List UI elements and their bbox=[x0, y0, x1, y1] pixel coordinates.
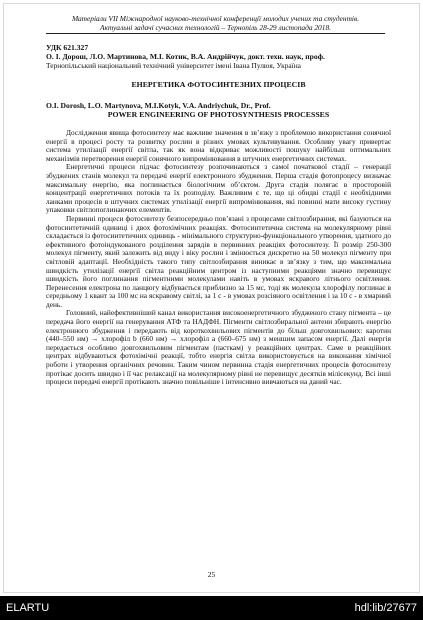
page-content bbox=[46, 14, 391, 387]
paragraph-3: Первинні процеси фотосинтезу безпосередньо пов’язані з процесами світлозбирання, які базуються на фотосинтетичній одиниці і двох фотохімічних реакціях. Фотосинтетична система на молекулярному рівні складається із фотосинтетичних одиниць - мінімального структурно-функціонального утворення, здатного до ефективного фотоіндукованого розділення зарядів в первинних реакціях фотосинтезу. Її розмір 250-300 молекул пігменту, який залежить від виду і віку рослин і змінюється дискретно на 50 молекул пігменту при світловій адаптації. Необхідність такого типу світлозбирання виникає в зв’язку з тим, що максимальна швидкість утилізації енергії світла реакційним центром із наступними реакціями значно перевищує швидкість його поглинання пігментними молекулами навіть в умовах яскравого літнього освітлення. Перенесення електрона по ланцюгу відбувається приблизно за 15 мс, тоді як молекула хлорофілу поглинає в середньому 1 квант за 100 мс на яскравому світлі, за 1 с - в умовах розсіяного освітлення і за 10 с - в хмарний день. bbox=[46, 213, 391, 309]
paragraph-4: Головний, найефективніший канал використання високоенергетичного збудженого стану пігмента – це передача його енергії на генерування АТФ та НАДФН. Пігменти світлозбиральної антени збирають енергію електронного збудження і передають від короткохвильових пігментів до більш довгохвильових: каротин (440–550 нм) → хлорофіл b (660 нм) → хлорофіл a (660–675 нм) з меншим запасом енергії. Далі енергія передається особливо довгохвильовим пігментам (пасткам) у реакційних центрах. Саме в реакційних центрах відбуваються фотохімічні реакції, тобто енергія світла використовується на виконання хімічної роботи і утворення органічних речовин. Таким чином первинна стадія енергетичних процесів фотосинтезу протікає досить швидко і її час релаксації на молекулярному рівні не перевищує десятків мілісекунд. Всі інші процеси передачі енергії протікають значно повільніше і інтенсивно вивчаються на даний час. bbox=[46, 308, 391, 387]
article-body bbox=[46, 129, 391, 387]
affiliation: Тернопільський національний технічний університет імені Івана Пулюя, Україна bbox=[46, 61, 301, 70]
handle-identifier[interactable]: hdl:lib/27677 bbox=[354, 602, 417, 614]
title-english: POWER ENGINEERING OF PHOTOSYNTHESIS PROCESSES bbox=[107, 110, 330, 119]
title-ukrainian: ЕНЕРГЕТИКА ФОТОСИНТЕЗНИХ ПРОЦЕСІВ bbox=[131, 80, 306, 89]
repository-name: ELARTU bbox=[6, 602, 50, 614]
conference-header bbox=[46, 14, 385, 34]
page-number: 25 bbox=[207, 570, 216, 579]
authors-ukrainian: О. І. Дорош, Л.О. Мартинова, М.І. Котик, В.А. Андрійчук, докт. техн. наук, проф. bbox=[46, 52, 325, 61]
authors-english: O.I. Dorosh, L.O. Martynova, M.I.Kotyk, V.A. Andriychuk, Dr., Prof. bbox=[46, 101, 271, 110]
paragraph-2: Енергетичні процеси підчас фотосинтезу розпочинаються з самої початкової стадії – генерації збуджених станів молекул та передачі енергії електронного збудження. Перша стадія фотопроцесу визначає максимальну енергію, яка поглинається біологічним об’єктом. Друга стадія полягає в просторовій концентрації енергетичних потоків та їх розподілу. Важливим є те, що ці обидві стадії є необхідними ланками процесів в штучних системах утилізації енергії випромінювання, які повинні мати високу густину упаковки світлопоглинаючих елементів. bbox=[46, 162, 391, 215]
repository-footer-bar bbox=[0, 596, 423, 620]
paragraph-1: Дослідження явища фотосинтезу має важливе значення в зв’язку з проблемою використання сонячної енергії в процесі росту та розвитку рослин в різних умовах культивування. Особливу увагу привертає система утилізації енергії світла, так як вона відкриває можливості пошуку найбільш оптимальних механізмів перетворення енергії сонячного випромінювання в штучних енергетичних системах. bbox=[46, 128, 391, 163]
header-line-1: Матеріали VII Міжнародної науково-технічної конференції молодих учених та студентів. bbox=[71, 14, 360, 23]
header-line-2: Актуальні задачі сучасних технологій – Тернопіль 28-29 листопада 2018. bbox=[100, 23, 331, 32]
udc-code: УДК 621.327 bbox=[46, 43, 89, 52]
document-page bbox=[3, 3, 420, 593]
